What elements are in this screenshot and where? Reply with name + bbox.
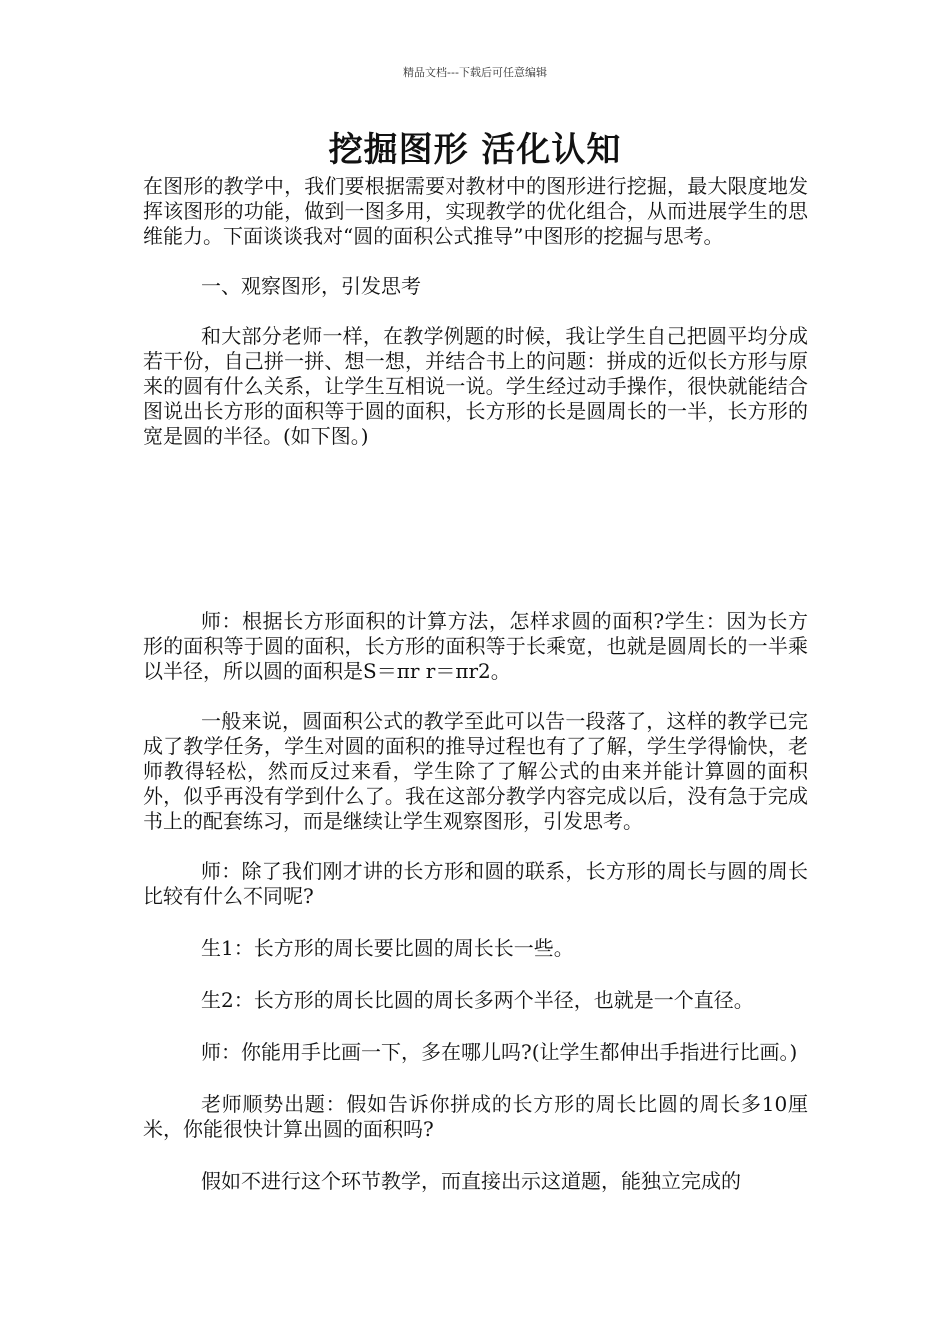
paragraph-teacher-gesture: 师：你能用手比画一下，多在哪儿吗?(让学生都伸出手指进行比画。) xyxy=(201,1040,798,1064)
paragraph-continuation: 假如不进行这个环节教学，而直接出示这道题，能独立完成的 xyxy=(201,1169,741,1193)
paragraph-reflection: 一般来说，圆面积公式的教学至此可以告一段落了，这样的教学已完成了教学任务，学生对圆的面积的推导过程也有了了解，学生学得愉快，老师教得轻松，然而反过来看，学生除了了解公式的由来并能计算圆的面积外，似乎再没有学到什么了。我在这部分教学内容完成以后，没有急于完成书上的配套练习，而是继续让学生观察图形，引发思考。 xyxy=(143,709,808,833)
paragraph-teacher-question: 师：根据长方形面积的计算方法，怎样求圆的面积?学生：因为长方形的面积等于圆的面积，长方形的面积等于长乘宽，也就是圆周长的一半乘以半径，所以圆的面积是S＝πr r＝πr2。 xyxy=(143,609,808,683)
section-heading: 一、观察图形，引发思考 xyxy=(201,274,421,298)
paragraph-example: 和大部分老师一样，在教学例题的时候，我让学生自己把圆平均分成若干份，自己拼一拼、想一想，并结合书上的问题：拼成的近似长方形与原来的圆有什么关系，让学生互相说一说。学生经过动手操作，很快就能结合图说出长方形的面积等于圆的面积，长方形的长是圆周长的一半，长方形的宽是圆的半径。(如下图。) xyxy=(143,324,808,448)
paragraph-intro: 在图形的教学中，我们要根据需要对教材中的图形进行挖掘，最大限度地发挥该图形的功能，做到一图多用，实现教学的优化组合，从而进展学生的思维能力。下面谈谈我对“圆的面积公式推导”中图形的挖掘与思考。 xyxy=(143,174,808,248)
paragraph-student-2: 生2：长方形的周长比圆的周长多两个半径，也就是一个直径。 xyxy=(201,988,754,1012)
document-body xyxy=(143,174,808,1194)
paragraph-student-1: 生1：长方形的周长要比圆的周长长一些。 xyxy=(201,936,574,960)
page-header-note: 精品文档---下载后可任意编辑 xyxy=(403,66,547,79)
paragraph-teacher-problem: 老师顺势出题：假如告诉你拼成的长方形的周长比圆的周长多10厘米，你能很快计算出圆的面积吗? xyxy=(143,1092,808,1141)
document-title: 挖掘图形 活化认知 xyxy=(328,130,622,170)
paragraph-teacher-perimeter: 师：除了我们刚才讲的长方形和圆的联系，长方形的周长与圆的周长比较有什么不同呢? xyxy=(143,859,808,908)
